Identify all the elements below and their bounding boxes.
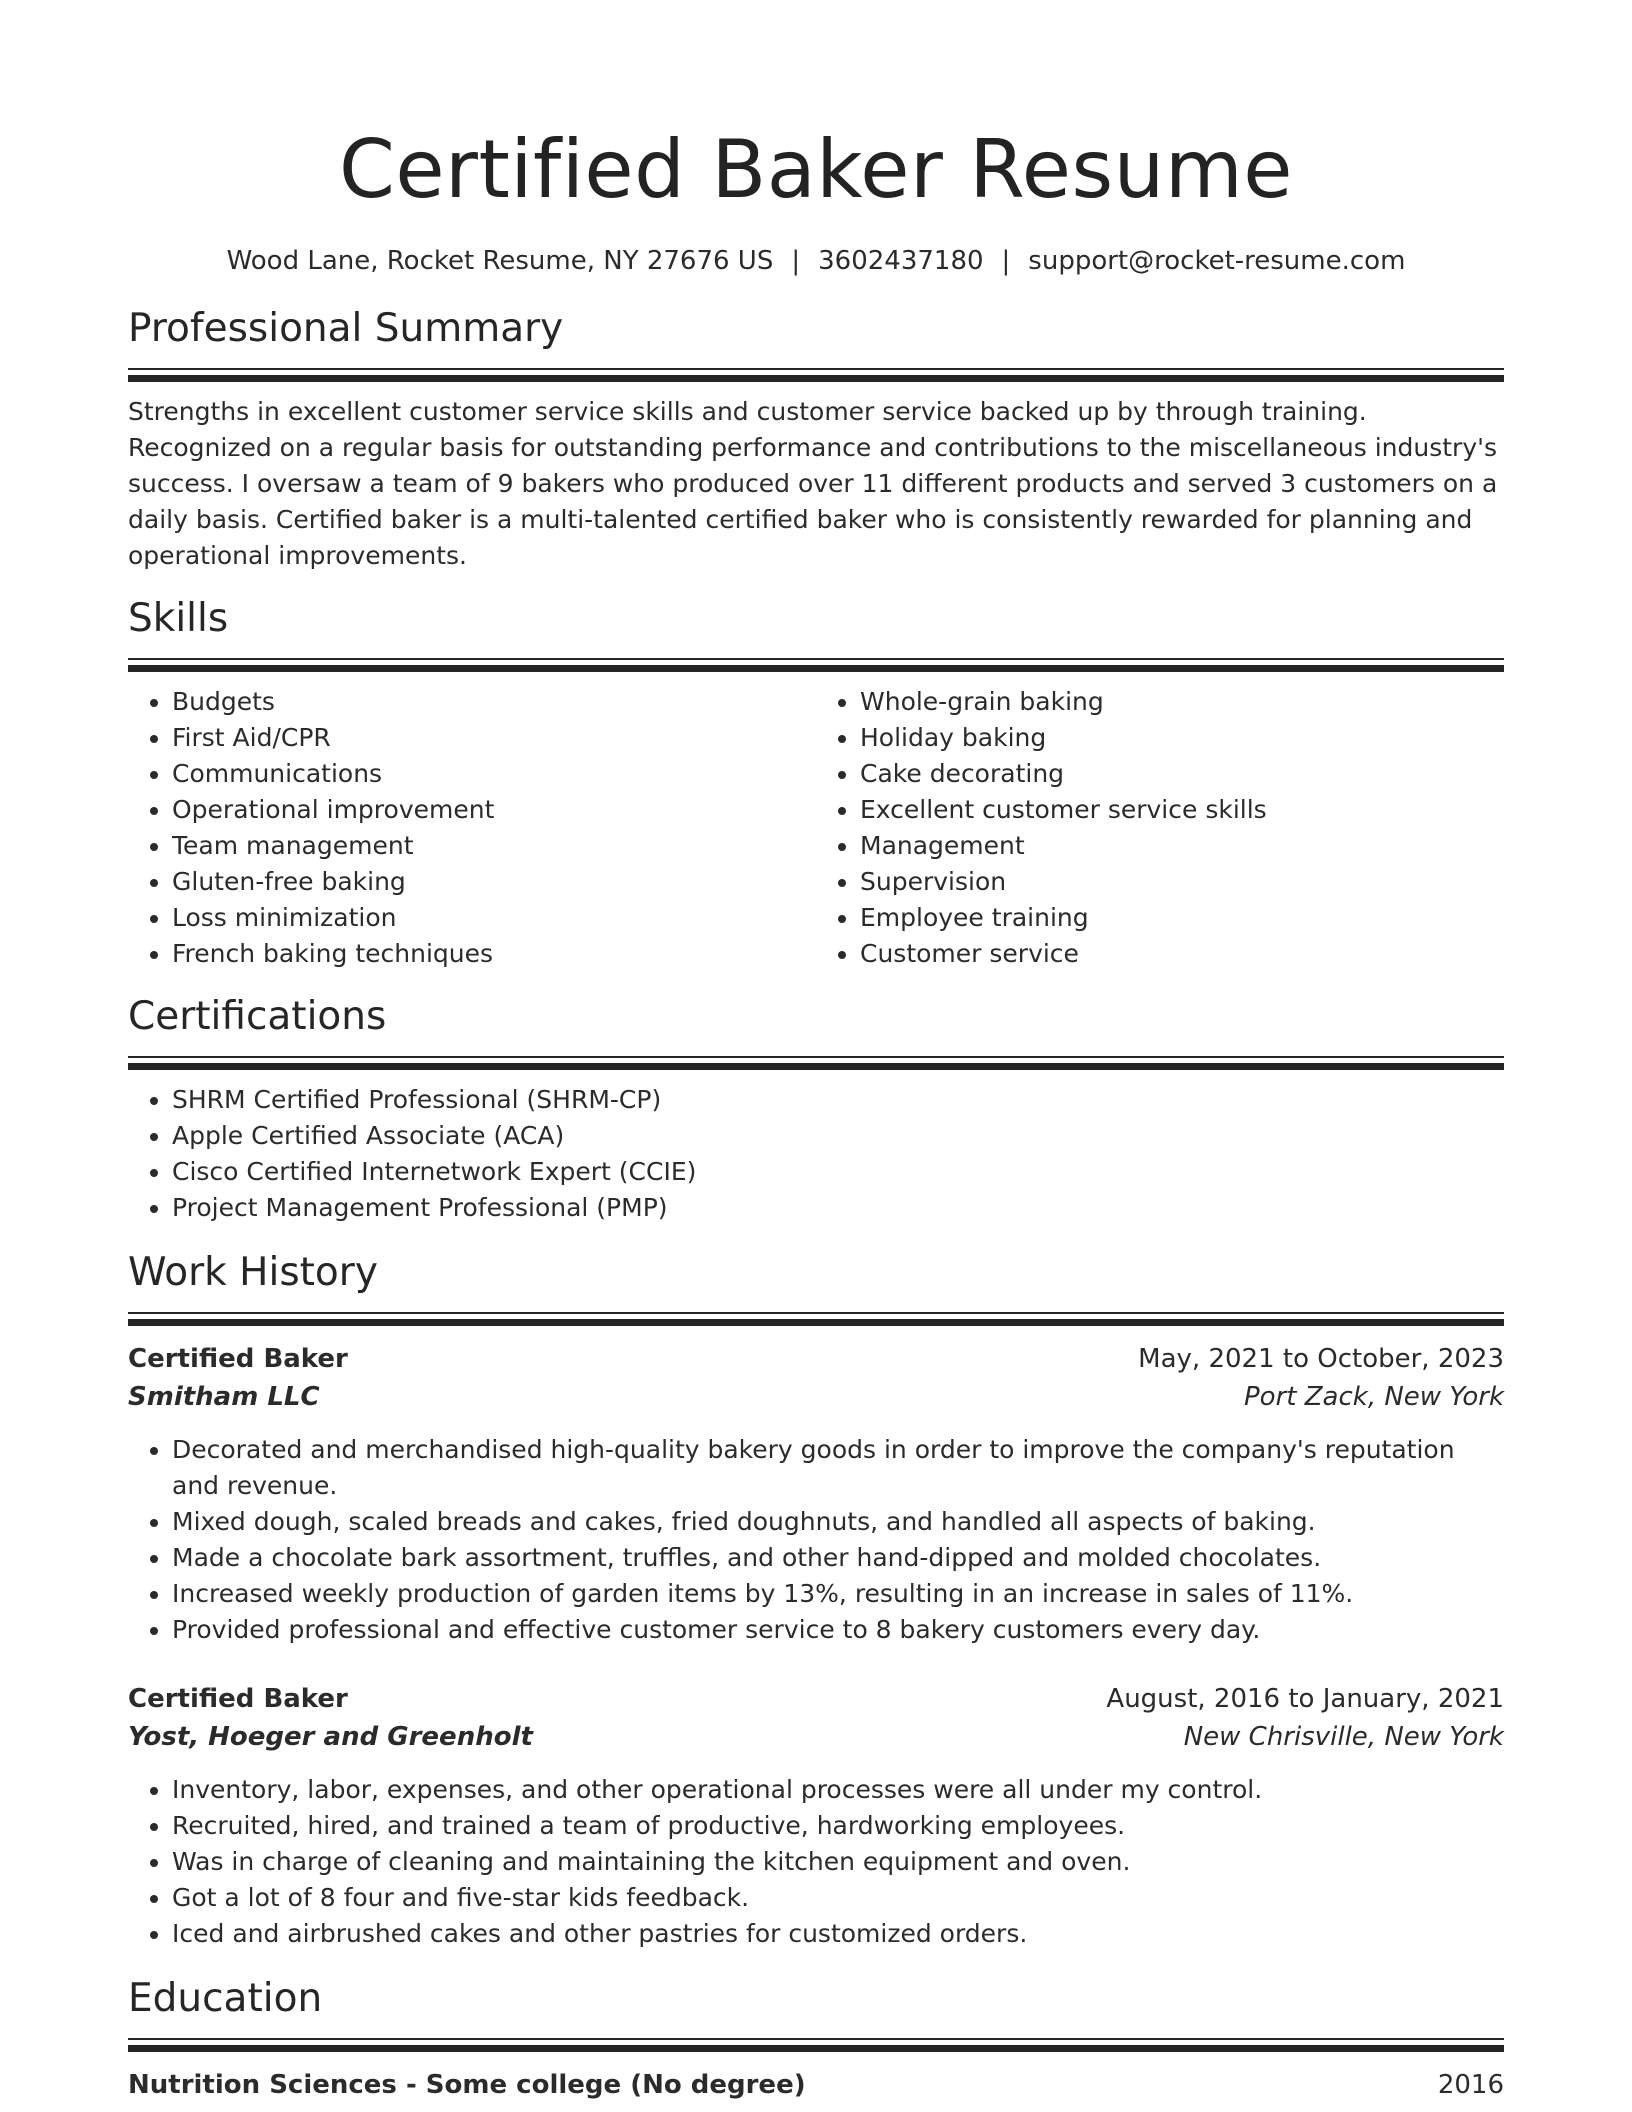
work-history-section: [128, 1248, 1504, 1952]
job-location: New Chrisville, New York: [1183, 1722, 1504, 1752]
section-title-work-history: Work History: [128, 1250, 378, 1295]
contact-separator: |: [1001, 246, 1011, 276]
job-company: Smitham LLC: [128, 1382, 320, 1412]
job-bullet: • Mixed dough, scaled breads and cakes, fried doughnuts, and handled all aspects of baking.: [172, 1504, 1504, 1540]
certification-item: • Apple Certified Associate (ACA): [172, 1118, 1504, 1154]
skill-item: • Cake decorating: [860, 756, 1504, 792]
job-bullets: [128, 1772, 1504, 1952]
job-bullet: • Was in charge of cleaning and maintaining the kitchen equipment and oven.: [172, 1844, 1504, 1880]
job-bullet: • Increased weekly production of garden items by 13%, resulting in an increase in sales of 11%.: [172, 1576, 1504, 1612]
job-dates: May, 2021 to October, 2023: [1138, 1344, 1504, 1374]
skill-item: • Whole-grain baking: [860, 684, 1504, 720]
job-entry: [128, 1680, 1504, 1952]
skill-item: • Gluten-free baking: [172, 864, 816, 900]
skill-item: • Team management: [172, 828, 816, 864]
job-dates: August, 2016 to January, 2021: [1106, 1684, 1504, 1714]
contact-email: support@rocket-resume.com: [1028, 246, 1406, 276]
job-title: Certified Baker: [128, 1344, 348, 1374]
section-divider: [128, 658, 1504, 672]
skill-item: • Budgets: [172, 684, 816, 720]
education-degree: Nutrition Sciences - Some college (No degree): [128, 2070, 806, 2100]
certifications-section: [128, 992, 1504, 1226]
job-bullets: [128, 1432, 1504, 1648]
job-bullet: • Made a chocolate bark assortment, truffles, and other hand-dipped and molded chocolates.: [172, 1540, 1504, 1576]
skill-item: • Communications: [172, 756, 816, 792]
certifications-list: [128, 1082, 1504, 1226]
job-bullet: • Recruited, hired, and trained a team of productive, hardworking employees.: [172, 1808, 1504, 1844]
section-title-summary: Professional Summary: [128, 306, 564, 351]
skill-item: • Operational improvement: [172, 792, 816, 828]
skill-item: • Customer service: [860, 936, 1504, 972]
skill-item: • Loss minimization: [172, 900, 816, 936]
section-divider: [128, 1312, 1504, 1326]
education-year: 2016: [1437, 2070, 1504, 2100]
job-header: [128, 1680, 1504, 1718]
education-section: [128, 1974, 1504, 2104]
section-title-certifications: Certifications: [128, 994, 387, 1039]
skills-section: [128, 594, 1504, 972]
section-divider: [128, 1056, 1504, 1070]
skills-list-right: [816, 684, 1504, 972]
job-location: Port Zack, New York: [1243, 1382, 1504, 1412]
skills-columns: [128, 684, 1504, 972]
job-subheader: [128, 1378, 1504, 1416]
skill-item: • French baking techniques: [172, 936, 816, 972]
certification-item: • Cisco Certified Internetwork Expert (CCIE): [172, 1154, 1504, 1190]
skill-item: • First Aid/CPR: [172, 720, 816, 756]
job-bullet: • Got a lot of 8 four and five-star kids feedback.: [172, 1880, 1504, 1916]
job-subheader: [128, 1718, 1504, 1756]
contact-separator: |: [791, 246, 801, 276]
summary-text: Strengths in excellent customer service skills and customer service backed up by through training. Recognized on a regular basis for outstanding performance and contributions to the miscellaneous industry's success. I oversaw a team of 9 bakers who produced over 11 different products and served 3 customers on a daily basis. Certified baker is a multi-talented certified baker who is consistently rewarded for planning and operational improvements.: [128, 397, 1498, 570]
contact-line: [128, 244, 1504, 278]
section-title-skills: Skills: [128, 596, 229, 641]
skill-item: • Supervision: [860, 864, 1504, 900]
section-divider: [128, 2038, 1504, 2052]
skill-item: • Employee training: [860, 900, 1504, 936]
job-entry: [128, 1340, 1504, 1648]
section-divider: [128, 368, 1504, 382]
job-title: Certified Baker: [128, 1684, 348, 1714]
summary-section: [128, 304, 1504, 574]
job-bullet: • Iced and airbrushed cakes and other pastries for customized orders.: [172, 1916, 1504, 1952]
certification-item: • Project Management Professional (PMP): [172, 1190, 1504, 1226]
education-entry: [128, 2066, 1504, 2104]
skill-item: • Management: [860, 828, 1504, 864]
job-company: Yost, Hoeger and Greenholt: [128, 1722, 533, 1752]
resume-title: Certified Baker Resume: [338, 123, 1294, 216]
section-title-education: Education: [128, 1976, 323, 2021]
job-bullet: • Inventory, labor, expenses, and other operational processes were all under my control.: [172, 1772, 1504, 1808]
certification-item: • SHRM Certified Professional (SHRM-CP): [172, 1082, 1504, 1118]
job-bullet: • Provided professional and effective customer service to 8 bakery customers every day.: [172, 1612, 1504, 1648]
skills-list-left: [128, 684, 816, 972]
skill-item: • Holiday baking: [860, 720, 1504, 756]
job-bullet: • Decorated and merchandised high-quality bakery goods in order to improve the company's reputation and revenue.: [172, 1432, 1504, 1504]
contact-address: Wood Lane, Rocket Resume, NY 27676 US: [226, 246, 774, 276]
contact-phone: 3602437180: [818, 246, 984, 276]
job-header: [128, 1340, 1504, 1378]
skill-item: • Excellent customer service skills: [860, 792, 1504, 828]
